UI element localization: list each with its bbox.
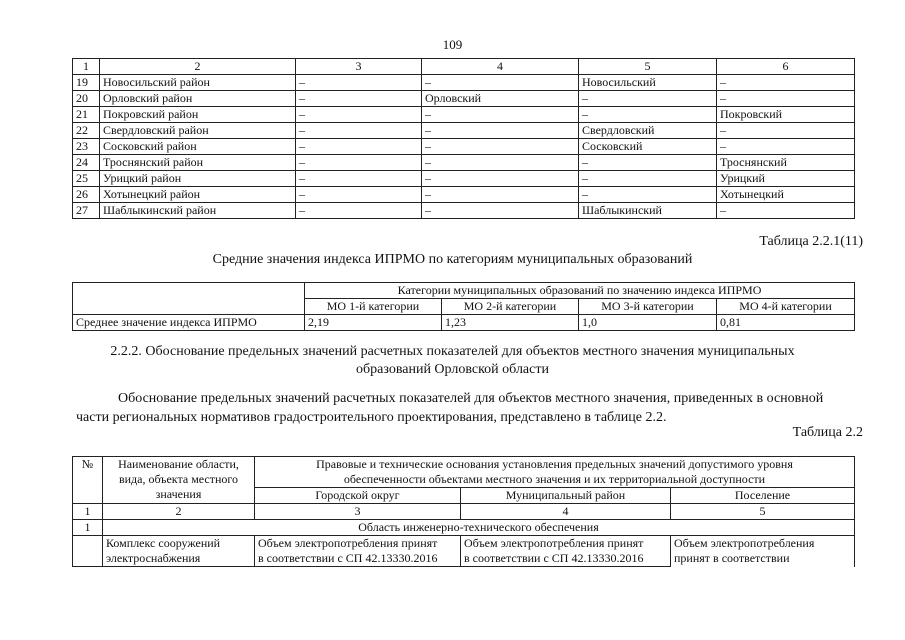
- cell: Свердловский район: [100, 123, 296, 139]
- cell: [671, 536, 855, 567]
- header-cell: Городской округ: [255, 488, 461, 504]
- cell: –: [296, 107, 422, 123]
- cell: –: [296, 91, 422, 107]
- cell: Сосковский район: [100, 139, 296, 155]
- cell: Шаблыкинский район: [100, 203, 296, 219]
- cell: [461, 536, 671, 567]
- cell: 2: [103, 504, 255, 520]
- group-header: [255, 457, 855, 488]
- cell: –: [579, 171, 717, 187]
- paragraph-line1: Обоснование предельных значений расчетных показателей для объектов местного значения, приведенных в основной: [118, 391, 824, 406]
- cell: 0,81: [717, 315, 855, 331]
- cell-line: Комплекс сооружений: [106, 536, 221, 550]
- cell: –: [296, 203, 422, 219]
- object-name: [103, 536, 255, 567]
- cell-line: Объем электропотребления: [674, 536, 815, 551]
- table-header-row: [73, 59, 855, 75]
- table-title: Средние значения индекса ИПРМО по категориям муниципальных образований: [212, 252, 693, 267]
- name-header-line: вида, объекта местного: [118, 472, 239, 486]
- table-row: [73, 139, 855, 155]
- cell: –: [296, 139, 422, 155]
- section-heading-line2: образований Орловской области: [356, 362, 549, 377]
- header-cell: 4: [422, 59, 579, 75]
- cell: –: [422, 75, 579, 91]
- cell: –: [422, 107, 579, 123]
- cell: Хотынецкий район: [100, 187, 296, 203]
- table-row: [73, 536, 855, 567]
- cell: –: [579, 91, 717, 107]
- cell: Сосковский: [579, 139, 717, 155]
- cell: 1,23: [442, 315, 579, 331]
- cell: –: [422, 187, 579, 203]
- section-number: 1: [73, 520, 103, 536]
- section-row: [73, 520, 855, 536]
- cell: –: [296, 155, 422, 171]
- header-cell: 2: [100, 59, 296, 75]
- cell: Новосильский район: [100, 75, 296, 91]
- table-label: Таблица 2.2.1(11): [759, 234, 863, 249]
- cell: Урицкий район: [100, 171, 296, 187]
- row-label: Среднее значение индекса ИПРМО: [73, 315, 305, 331]
- group-header-line: Правовые и технические основания установления предельных значений допустимого уровня: [316, 457, 793, 471]
- section-heading-line1: 2.2.2. Обоснование предельных значений расчетных показателей для объектов местного значения муниципальных: [110, 344, 795, 359]
- cell: –: [579, 155, 717, 171]
- table-row: [73, 75, 855, 91]
- cell: 2,19: [305, 315, 442, 331]
- paragraph-line2: части региональных нормативов градостроительного проектирования, представлено в таблице 2.2.: [76, 410, 667, 425]
- cell: –: [717, 75, 855, 91]
- header-cell: Муниципальный район: [461, 488, 671, 504]
- cell: [255, 536, 461, 567]
- table-label: Таблица 2.2: [792, 425, 863, 440]
- cell: 24: [73, 155, 100, 171]
- cell: 21: [73, 107, 100, 123]
- cell: 26: [73, 187, 100, 203]
- cell: 4: [461, 504, 671, 520]
- cell-line: Объем электропотребления принят: [258, 536, 438, 550]
- header-cell: МО 4-й категории: [717, 299, 855, 315]
- districts-table: [72, 58, 855, 219]
- header-cell: МО 1-й категории: [305, 299, 442, 315]
- cell: –: [717, 203, 855, 219]
- cell: Урицкий: [717, 171, 855, 187]
- cell: –: [296, 75, 422, 91]
- justification-table: [72, 456, 855, 567]
- cell: Покровский: [717, 107, 855, 123]
- cell: 1: [73, 504, 103, 520]
- table-header-row: [73, 283, 855, 299]
- group-header-line: обеспеченности объектами местного значения и их территориальной доступности: [343, 472, 766, 486]
- name-header: [103, 457, 255, 504]
- table-header-row: [73, 457, 855, 488]
- cell: –: [296, 171, 422, 187]
- cell: –: [422, 155, 579, 171]
- cell: 3: [255, 504, 461, 520]
- cell: 20: [73, 91, 100, 107]
- cell: 22: [73, 123, 100, 139]
- header-cell: 5: [579, 59, 717, 75]
- cell-line: в соответствии с СП 42.13330.2016: [258, 551, 438, 565]
- cell: Хотынецкий: [717, 187, 855, 203]
- cell-line: электроснабжения: [106, 551, 201, 565]
- header-cell: МО 3-й категории: [579, 299, 717, 315]
- table-row: [73, 203, 855, 219]
- section-title: Область инженерно-технического обеспечения: [103, 520, 855, 536]
- name-header-line: Наименование области,: [118, 457, 239, 471]
- cell: –: [717, 123, 855, 139]
- table-row: [73, 315, 855, 331]
- header-cell: Поселение: [671, 488, 855, 504]
- cell: Орловский район: [100, 91, 296, 107]
- cell: 1,0: [579, 315, 717, 331]
- cell: 27: [73, 203, 100, 219]
- table-row: [73, 91, 855, 107]
- cell: Орловский: [422, 91, 579, 107]
- cell: –: [422, 139, 579, 155]
- cell-line: Объем электропотребления принят: [464, 536, 644, 550]
- cell-line: в соответствии с СП 42.13330.2016: [464, 551, 644, 565]
- cell: –: [717, 139, 855, 155]
- cell: 25: [73, 171, 100, 187]
- cell: –: [579, 107, 717, 123]
- cell: –: [422, 171, 579, 187]
- cell: –: [422, 203, 579, 219]
- cell: Свердловский: [579, 123, 717, 139]
- number-header: №: [73, 457, 103, 504]
- cell-line: принят в соответствии: [674, 551, 790, 566]
- table-row: [73, 187, 855, 203]
- cell: Троснянский: [717, 155, 855, 171]
- page-number: 109: [442, 37, 463, 52]
- cell: Новосильский: [579, 75, 717, 91]
- cell: 19: [73, 75, 100, 91]
- empty-cell: [73, 283, 305, 315]
- cell: –: [422, 123, 579, 139]
- index-row: [73, 504, 855, 520]
- cell: Покровский район: [100, 107, 296, 123]
- header-cell: 3: [296, 59, 422, 75]
- name-header-line: значения: [155, 487, 202, 501]
- cell: –: [296, 187, 422, 203]
- header-cell: МО 2-й категории: [442, 299, 579, 315]
- cell: Шаблыкинский: [579, 203, 717, 219]
- cell: [73, 536, 103, 567]
- cell: –: [579, 187, 717, 203]
- header-cell: 1: [73, 59, 100, 75]
- cell: –: [717, 91, 855, 107]
- cell: Троснянский район: [100, 155, 296, 171]
- header-cell: 6: [717, 59, 855, 75]
- ipprmo-table: [72, 282, 855, 331]
- table-row: [73, 171, 855, 187]
- cell: 5: [671, 504, 855, 520]
- table-row: [73, 155, 855, 171]
- table-row: [73, 123, 855, 139]
- cell: –: [296, 123, 422, 139]
- table-row: [73, 107, 855, 123]
- group-header: Категории муниципальных образований по значению индекса ИПРМО: [305, 283, 855, 299]
- cell: 23: [73, 139, 100, 155]
